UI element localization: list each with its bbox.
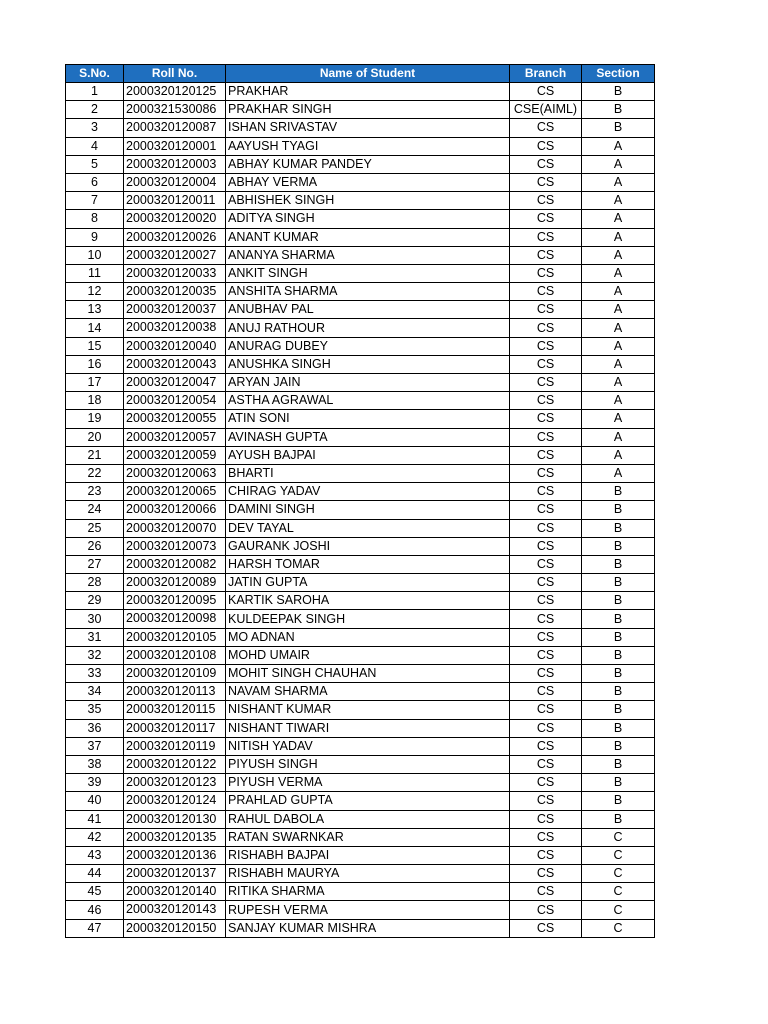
cell-student-name: MO ADNAN bbox=[226, 628, 510, 646]
cell-branch: CS bbox=[510, 355, 582, 373]
cell-section: A bbox=[582, 228, 655, 246]
cell-section: B bbox=[582, 755, 655, 773]
cell-branch: CS bbox=[510, 428, 582, 446]
cell-section: B bbox=[582, 810, 655, 828]
cell-sno: 13 bbox=[66, 301, 124, 319]
cell-branch: CS bbox=[510, 374, 582, 392]
cell-branch: CS bbox=[510, 792, 582, 810]
cell-student-name: NISHANT KUMAR bbox=[226, 701, 510, 719]
cell-roll-no: 2000320120035 bbox=[124, 283, 226, 301]
table-row bbox=[66, 646, 655, 664]
cell-branch: CS bbox=[510, 519, 582, 537]
cell-sno: 38 bbox=[66, 755, 124, 773]
cell-section: A bbox=[582, 319, 655, 337]
cell-roll-no: 2000320120038 bbox=[124, 319, 226, 337]
table-row bbox=[66, 210, 655, 228]
cell-roll-no: 2000320120043 bbox=[124, 355, 226, 373]
cell-section: B bbox=[582, 774, 655, 792]
cell-student-name: RATAN SWARNKAR bbox=[226, 828, 510, 846]
cell-branch: CS bbox=[510, 774, 582, 792]
table-row bbox=[66, 428, 655, 446]
cell-student-name: ADITYA SINGH bbox=[226, 210, 510, 228]
cell-student-name: CHIRAG YADAV bbox=[226, 483, 510, 501]
table-row bbox=[66, 592, 655, 610]
cell-branch: CS bbox=[510, 319, 582, 337]
cell-branch: CS bbox=[510, 264, 582, 282]
cell-branch: CS bbox=[510, 210, 582, 228]
cell-branch: CS bbox=[510, 846, 582, 864]
cell-section: A bbox=[582, 355, 655, 373]
cell-sno: 19 bbox=[66, 410, 124, 428]
cell-section: B bbox=[582, 665, 655, 683]
cell-sno: 28 bbox=[66, 574, 124, 592]
cell-branch: CS bbox=[510, 919, 582, 937]
cell-section: A bbox=[582, 210, 655, 228]
cell-roll-no: 2000320120087 bbox=[124, 119, 226, 137]
table-row bbox=[66, 537, 655, 555]
table-row bbox=[66, 392, 655, 410]
cell-branch: CS bbox=[510, 137, 582, 155]
cell-student-name: BHARTI bbox=[226, 464, 510, 482]
table-header-row bbox=[66, 65, 655, 83]
table-row bbox=[66, 337, 655, 355]
cell-sno: 36 bbox=[66, 719, 124, 737]
cell-roll-no: 2000320120070 bbox=[124, 519, 226, 537]
cell-section: A bbox=[582, 410, 655, 428]
cell-branch: CS bbox=[510, 337, 582, 355]
cell-roll-no: 2000320120095 bbox=[124, 592, 226, 610]
cell-student-name: ASTHA AGRAWAL bbox=[226, 392, 510, 410]
cell-roll-no: 2000320120001 bbox=[124, 137, 226, 155]
cell-sno: 32 bbox=[66, 646, 124, 664]
cell-section: B bbox=[582, 737, 655, 755]
cell-roll-no: 2000320120125 bbox=[124, 83, 226, 101]
cell-section: B bbox=[582, 555, 655, 573]
cell-roll-no: 2000320120089 bbox=[124, 574, 226, 592]
cell-student-name: KARTIK SAROHA bbox=[226, 592, 510, 610]
cell-student-name: JATIN GUPTA bbox=[226, 574, 510, 592]
cell-branch: CS bbox=[510, 155, 582, 173]
cell-section: A bbox=[582, 173, 655, 191]
table-row bbox=[66, 228, 655, 246]
table-row bbox=[66, 173, 655, 191]
cell-student-name: ANSHITA SHARMA bbox=[226, 283, 510, 301]
cell-branch: CS bbox=[510, 865, 582, 883]
cell-sno: 14 bbox=[66, 319, 124, 337]
cell-roll-no: 2000320120026 bbox=[124, 228, 226, 246]
cell-sno: 20 bbox=[66, 428, 124, 446]
cell-section: B bbox=[582, 701, 655, 719]
cell-section: B bbox=[582, 792, 655, 810]
table-row bbox=[66, 883, 655, 901]
table-row bbox=[66, 355, 655, 373]
cell-branch: CS bbox=[510, 192, 582, 210]
cell-student-name: PRAHLAD GUPTA bbox=[226, 792, 510, 810]
header-roll-no: Roll No. bbox=[124, 65, 226, 83]
cell-roll-no: 2000320120137 bbox=[124, 865, 226, 883]
cell-roll-no: 2000320120140 bbox=[124, 883, 226, 901]
cell-branch: CS bbox=[510, 883, 582, 901]
cell-sno: 25 bbox=[66, 519, 124, 537]
cell-sno: 43 bbox=[66, 846, 124, 864]
cell-student-name: ISHAN SRIVASTAV bbox=[226, 119, 510, 137]
cell-branch: CS bbox=[510, 119, 582, 137]
cell-student-name: ANUJ RATHOUR bbox=[226, 319, 510, 337]
cell-sno: 45 bbox=[66, 883, 124, 901]
cell-student-name: AAYUSH TYAGI bbox=[226, 137, 510, 155]
cell-sno: 16 bbox=[66, 355, 124, 373]
cell-section: C bbox=[582, 883, 655, 901]
student-list-sheet bbox=[65, 64, 655, 938]
cell-section: C bbox=[582, 901, 655, 919]
cell-section: B bbox=[582, 501, 655, 519]
cell-branch: CS bbox=[510, 574, 582, 592]
table-row bbox=[66, 628, 655, 646]
cell-student-name: SANJAY KUMAR MISHRA bbox=[226, 919, 510, 937]
cell-roll-no: 2000320120122 bbox=[124, 755, 226, 773]
cell-branch: CS bbox=[510, 665, 582, 683]
table-row bbox=[66, 301, 655, 319]
cell-roll-no: 2000320120059 bbox=[124, 446, 226, 464]
cell-student-name: ANUSHKA SINGH bbox=[226, 355, 510, 373]
cell-student-name: PIYUSH SINGH bbox=[226, 755, 510, 773]
cell-sno: 35 bbox=[66, 701, 124, 719]
cell-roll-no: 2000320120150 bbox=[124, 919, 226, 937]
table-row bbox=[66, 719, 655, 737]
cell-branch: CS bbox=[510, 737, 582, 755]
cell-student-name: ANURAG DUBEY bbox=[226, 337, 510, 355]
cell-roll-no: 2000320120033 bbox=[124, 264, 226, 282]
table-row bbox=[66, 792, 655, 810]
cell-section: B bbox=[582, 574, 655, 592]
table-row bbox=[66, 610, 655, 628]
table-row bbox=[66, 501, 655, 519]
cell-student-name: NITISH YADAV bbox=[226, 737, 510, 755]
cell-sno: 47 bbox=[66, 919, 124, 937]
cell-student-name: PRAKHAR SINGH bbox=[226, 101, 510, 119]
cell-sno: 12 bbox=[66, 283, 124, 301]
cell-student-name: ATIN SONI bbox=[226, 410, 510, 428]
header-section: Section bbox=[582, 65, 655, 83]
table-row bbox=[66, 446, 655, 464]
cell-sno: 42 bbox=[66, 828, 124, 846]
cell-roll-no: 2000320120066 bbox=[124, 501, 226, 519]
cell-branch: CS bbox=[510, 537, 582, 555]
table-row bbox=[66, 264, 655, 282]
cell-branch: CS bbox=[510, 810, 582, 828]
cell-section: B bbox=[582, 628, 655, 646]
cell-section: B bbox=[582, 101, 655, 119]
table-row bbox=[66, 319, 655, 337]
cell-roll-no: 2000320120105 bbox=[124, 628, 226, 646]
cell-roll-no: 2000320120054 bbox=[124, 392, 226, 410]
table-row bbox=[66, 774, 655, 792]
cell-roll-no: 2000320120004 bbox=[124, 173, 226, 191]
cell-section: C bbox=[582, 846, 655, 864]
cell-roll-no: 2000320120123 bbox=[124, 774, 226, 792]
cell-section: C bbox=[582, 828, 655, 846]
table-row bbox=[66, 119, 655, 137]
table-row bbox=[66, 919, 655, 937]
table-row bbox=[66, 483, 655, 501]
table-row bbox=[66, 755, 655, 773]
table-row bbox=[66, 155, 655, 173]
cell-student-name: DAMINI SINGH bbox=[226, 501, 510, 519]
cell-branch: CS bbox=[510, 901, 582, 919]
cell-roll-no: 2000320120098 bbox=[124, 610, 226, 628]
cell-sno: 11 bbox=[66, 264, 124, 282]
table-row bbox=[66, 374, 655, 392]
cell-branch: CS bbox=[510, 610, 582, 628]
cell-section: B bbox=[582, 483, 655, 501]
cell-roll-no: 2000320120143 bbox=[124, 901, 226, 919]
cell-student-name: MOHD UMAIR bbox=[226, 646, 510, 664]
cell-section: B bbox=[582, 83, 655, 101]
cell-roll-no: 2000320120003 bbox=[124, 155, 226, 173]
cell-branch: CS bbox=[510, 83, 582, 101]
cell-branch: CS bbox=[510, 228, 582, 246]
cell-section: B bbox=[582, 719, 655, 737]
cell-roll-no: 2000320120027 bbox=[124, 246, 226, 264]
cell-branch: CS bbox=[510, 483, 582, 501]
cell-roll-no: 2000320120135 bbox=[124, 828, 226, 846]
header-student-name: Name of Student bbox=[226, 65, 510, 83]
cell-roll-no: 2000320120108 bbox=[124, 646, 226, 664]
cell-student-name: HARSH TOMAR bbox=[226, 555, 510, 573]
cell-section: A bbox=[582, 192, 655, 210]
cell-student-name: RISHABH BAJPAI bbox=[226, 846, 510, 864]
cell-student-name: PIYUSH VERMA bbox=[226, 774, 510, 792]
cell-student-name: RISHABH MAURYA bbox=[226, 865, 510, 883]
header-branch: Branch bbox=[510, 65, 582, 83]
cell-section: B bbox=[582, 683, 655, 701]
cell-branch: CS bbox=[510, 446, 582, 464]
cell-section: B bbox=[582, 537, 655, 555]
table-body bbox=[66, 83, 655, 938]
cell-roll-no: 2000320120113 bbox=[124, 683, 226, 701]
cell-sno: 2 bbox=[66, 101, 124, 119]
cell-sno: 22 bbox=[66, 464, 124, 482]
table-row bbox=[66, 555, 655, 573]
table-row bbox=[66, 683, 655, 701]
cell-sno: 18 bbox=[66, 392, 124, 410]
cell-branch: CS bbox=[510, 701, 582, 719]
table-row bbox=[66, 701, 655, 719]
cell-roll-no: 2000320120020 bbox=[124, 210, 226, 228]
cell-branch: CSE(AIML) bbox=[510, 101, 582, 119]
cell-student-name: ARYAN JAIN bbox=[226, 374, 510, 392]
cell-student-name: ABHAY KUMAR PANDEY bbox=[226, 155, 510, 173]
table-row bbox=[66, 137, 655, 155]
cell-sno: 15 bbox=[66, 337, 124, 355]
cell-student-name: ANKIT SINGH bbox=[226, 264, 510, 282]
cell-student-name: PRAKHAR bbox=[226, 83, 510, 101]
cell-branch: CS bbox=[510, 501, 582, 519]
cell-sno: 41 bbox=[66, 810, 124, 828]
cell-student-name: RUPESH VERMA bbox=[226, 901, 510, 919]
cell-section: A bbox=[582, 464, 655, 482]
cell-student-name: ABHAY VERMA bbox=[226, 173, 510, 191]
table-row bbox=[66, 828, 655, 846]
table-row bbox=[66, 737, 655, 755]
table-row bbox=[66, 810, 655, 828]
cell-roll-no: 2000320120055 bbox=[124, 410, 226, 428]
cell-roll-no: 2000320120082 bbox=[124, 555, 226, 573]
cell-sno: 33 bbox=[66, 665, 124, 683]
cell-roll-no: 2000320120130 bbox=[124, 810, 226, 828]
cell-sno: 39 bbox=[66, 774, 124, 792]
cell-sno: 8 bbox=[66, 210, 124, 228]
table-row bbox=[66, 865, 655, 883]
cell-branch: CS bbox=[510, 464, 582, 482]
table-row bbox=[66, 101, 655, 119]
cell-roll-no: 2000320120065 bbox=[124, 483, 226, 501]
cell-section: A bbox=[582, 246, 655, 264]
cell-student-name: RITIKA SHARMA bbox=[226, 883, 510, 901]
cell-roll-no: 2000320120073 bbox=[124, 537, 226, 555]
cell-student-name: KULDEEPAK SINGH bbox=[226, 610, 510, 628]
cell-roll-no: 2000320120011 bbox=[124, 192, 226, 210]
cell-sno: 27 bbox=[66, 555, 124, 573]
cell-branch: CS bbox=[510, 828, 582, 846]
cell-sno: 1 bbox=[66, 83, 124, 101]
cell-section: C bbox=[582, 865, 655, 883]
table-row bbox=[66, 464, 655, 482]
cell-student-name: MOHIT SINGH CHAUHAN bbox=[226, 665, 510, 683]
cell-branch: CS bbox=[510, 628, 582, 646]
cell-section: A bbox=[582, 137, 655, 155]
cell-sno: 23 bbox=[66, 483, 124, 501]
table-row bbox=[66, 665, 655, 683]
table-row bbox=[66, 574, 655, 592]
table-row bbox=[66, 283, 655, 301]
student-table bbox=[65, 64, 655, 938]
cell-section: B bbox=[582, 519, 655, 537]
cell-section: A bbox=[582, 155, 655, 173]
cell-branch: CS bbox=[510, 555, 582, 573]
cell-branch: CS bbox=[510, 410, 582, 428]
cell-section: C bbox=[582, 919, 655, 937]
cell-sno: 34 bbox=[66, 683, 124, 701]
header-sno: S.No. bbox=[66, 65, 124, 83]
cell-branch: CS bbox=[510, 246, 582, 264]
cell-section: A bbox=[582, 374, 655, 392]
cell-sno: 37 bbox=[66, 737, 124, 755]
cell-roll-no: 2000320120037 bbox=[124, 301, 226, 319]
cell-student-name: ANANT KUMAR bbox=[226, 228, 510, 246]
cell-branch: CS bbox=[510, 283, 582, 301]
cell-section: A bbox=[582, 264, 655, 282]
cell-sno: 30 bbox=[66, 610, 124, 628]
cell-sno: 46 bbox=[66, 901, 124, 919]
cell-student-name: NISHANT TIWARI bbox=[226, 719, 510, 737]
cell-sno: 44 bbox=[66, 865, 124, 883]
cell-section: A bbox=[582, 283, 655, 301]
cell-sno: 4 bbox=[66, 137, 124, 155]
cell-section: B bbox=[582, 610, 655, 628]
cell-student-name: AVINASH GUPTA bbox=[226, 428, 510, 446]
cell-student-name: ANUBHAV PAL bbox=[226, 301, 510, 319]
table-row bbox=[66, 246, 655, 264]
cell-branch: CS bbox=[510, 755, 582, 773]
cell-roll-no: 2000320120115 bbox=[124, 701, 226, 719]
cell-section: A bbox=[582, 392, 655, 410]
table-row bbox=[66, 846, 655, 864]
cell-roll-no: 2000320120136 bbox=[124, 846, 226, 864]
cell-sno: 24 bbox=[66, 501, 124, 519]
cell-roll-no: 2000320120124 bbox=[124, 792, 226, 810]
cell-sno: 26 bbox=[66, 537, 124, 555]
cell-section: A bbox=[582, 446, 655, 464]
cell-section: B bbox=[582, 646, 655, 664]
cell-sno: 5 bbox=[66, 155, 124, 173]
cell-branch: CS bbox=[510, 301, 582, 319]
cell-roll-no: 2000320120109 bbox=[124, 665, 226, 683]
cell-sno: 29 bbox=[66, 592, 124, 610]
cell-branch: CS bbox=[510, 392, 582, 410]
cell-section: A bbox=[582, 428, 655, 446]
table-row bbox=[66, 83, 655, 101]
cell-student-name: GAURANK JOSHI bbox=[226, 537, 510, 555]
cell-sno: 3 bbox=[66, 119, 124, 137]
cell-section: A bbox=[582, 337, 655, 355]
cell-branch: CS bbox=[510, 173, 582, 191]
cell-sno: 31 bbox=[66, 628, 124, 646]
cell-sno: 10 bbox=[66, 246, 124, 264]
cell-sno: 7 bbox=[66, 192, 124, 210]
cell-student-name: DEV TAYAL bbox=[226, 519, 510, 537]
cell-branch: CS bbox=[510, 683, 582, 701]
cell-sno: 21 bbox=[66, 446, 124, 464]
cell-roll-no: 2000320120119 bbox=[124, 737, 226, 755]
cell-section: B bbox=[582, 119, 655, 137]
cell-branch: CS bbox=[510, 646, 582, 664]
cell-roll-no: 2000320120040 bbox=[124, 337, 226, 355]
table-row bbox=[66, 901, 655, 919]
cell-student-name: ANANYA SHARMA bbox=[226, 246, 510, 264]
table-row bbox=[66, 519, 655, 537]
cell-section: A bbox=[582, 301, 655, 319]
cell-branch: CS bbox=[510, 719, 582, 737]
cell-roll-no: 2000321530086 bbox=[124, 101, 226, 119]
cell-sno: 40 bbox=[66, 792, 124, 810]
cell-sno: 17 bbox=[66, 374, 124, 392]
table-row bbox=[66, 192, 655, 210]
cell-roll-no: 2000320120047 bbox=[124, 374, 226, 392]
cell-student-name: AYUSH BAJPAI bbox=[226, 446, 510, 464]
cell-roll-no: 2000320120117 bbox=[124, 719, 226, 737]
cell-student-name: RAHUL DABOLA bbox=[226, 810, 510, 828]
cell-roll-no: 2000320120063 bbox=[124, 464, 226, 482]
table-row bbox=[66, 410, 655, 428]
cell-roll-no: 2000320120057 bbox=[124, 428, 226, 446]
cell-sno: 6 bbox=[66, 173, 124, 191]
cell-student-name: ABHISHEK SINGH bbox=[226, 192, 510, 210]
cell-student-name: NAVAM SHARMA bbox=[226, 683, 510, 701]
cell-section: B bbox=[582, 592, 655, 610]
cell-branch: CS bbox=[510, 592, 582, 610]
cell-sno: 9 bbox=[66, 228, 124, 246]
